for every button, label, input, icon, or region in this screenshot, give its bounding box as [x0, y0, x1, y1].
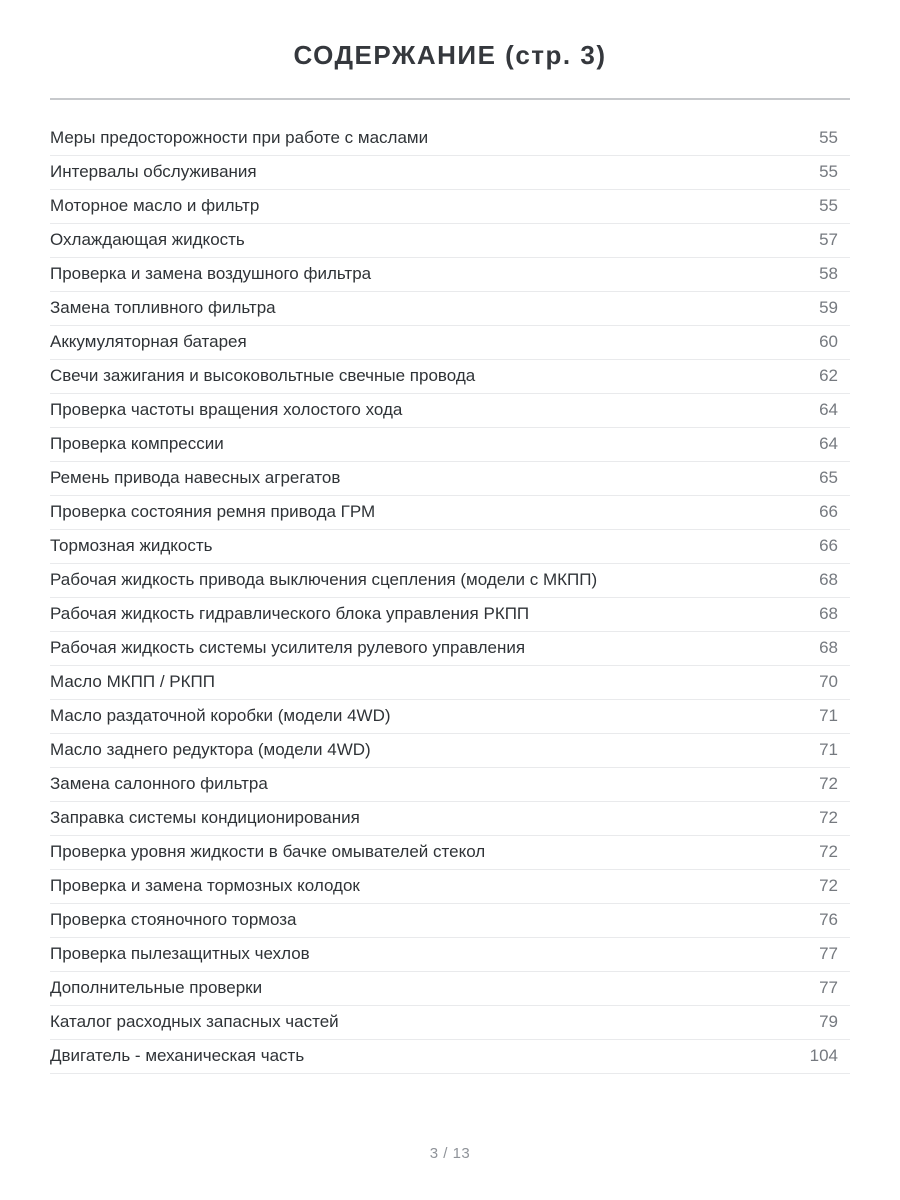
toc-row[interactable]: [50, 292, 850, 326]
toc-entry-label: Замена салонного фильтра: [50, 774, 268, 794]
toc-entry-page: 71: [819, 740, 838, 760]
toc-row[interactable]: [50, 700, 850, 734]
toc-list: [50, 122, 850, 1074]
page-indicator: 3 / 13: [429, 1145, 471, 1162]
toc-entry-label: Аккумуляторная батарея: [50, 332, 247, 352]
toc-row[interactable]: [50, 326, 850, 360]
toc-entry-label: Проверка уровня жидкости в бачке омывателей стекол: [50, 842, 486, 862]
toc-row[interactable]: [50, 632, 850, 666]
toc-entry-label: Ремень привода навесных агрегатов: [50, 468, 341, 488]
toc-entry-label: Двигатель - механическая часть: [50, 1046, 305, 1066]
page-title: СОДЕРЖАНИЕ (стр. 3): [293, 40, 607, 70]
toc-entry-page: 55: [819, 162, 838, 182]
toc-row[interactable]: [50, 564, 850, 598]
toc-entry-label: Моторное масло и фильтр: [50, 196, 260, 216]
toc-entry-label: Меры предосторожности при работе с маслами: [50, 128, 429, 148]
toc-entry-page: 58: [819, 264, 838, 284]
toc-entry-page: 68: [819, 570, 838, 590]
toc-entry-page: 65: [819, 468, 838, 488]
toc-entry-page: 55: [819, 196, 838, 216]
toc-row[interactable]: [50, 122, 850, 156]
toc-entry-page: 79: [819, 1012, 838, 1032]
toc-entry-page: 76: [819, 910, 838, 930]
toc-entry-page: 72: [819, 808, 838, 828]
toc-entry-page: 70: [819, 672, 838, 692]
toc-entry-label: Интервалы обслуживания: [50, 162, 257, 182]
toc-entry-label: Свечи зажигания и высоковольтные свечные провода: [50, 366, 476, 386]
toc-entry-page: 72: [819, 774, 838, 794]
header-divider: [50, 98, 850, 100]
toc-entry-page: 68: [819, 604, 838, 624]
toc-entry-label: Проверка частоты вращения холостого хода: [50, 400, 403, 420]
toc-entry-label: Каталог расходных запасных частей: [50, 1012, 339, 1032]
toc-entry-label: Заправка системы кондиционирования: [50, 808, 360, 828]
toc-entry-label: Проверка стояночного тормоза: [50, 910, 297, 930]
toc-row[interactable]: [50, 870, 850, 904]
toc-entry-label: Проверка пылезащитных чехлов: [50, 944, 310, 964]
toc-entry-page: 64: [819, 434, 838, 454]
toc-entry-label: Рабочая жидкость гидравлического блока управления РКПП: [50, 604, 530, 624]
toc-entry-page: 72: [819, 876, 838, 896]
toc-row[interactable]: [50, 734, 850, 768]
toc-entry-page: 57: [819, 230, 838, 250]
toc-entry-page: 66: [819, 536, 838, 556]
toc-entry-page: 104: [809, 1046, 838, 1066]
toc-row[interactable]: [50, 1040, 850, 1074]
toc-row[interactable]: [50, 190, 850, 224]
toc-entry-label: Проверка и замена тормозных колодок: [50, 876, 360, 896]
toc-entry-page: 66: [819, 502, 838, 522]
toc-row[interactable]: [50, 938, 850, 972]
toc-entry-page: 55: [819, 128, 838, 148]
toc-entry-page: 60: [819, 332, 838, 352]
toc-entry-page: 59: [819, 298, 838, 318]
toc-row[interactable]: [50, 462, 850, 496]
toc-entry-page: 62: [819, 366, 838, 386]
toc-entry-label: Охлаждающая жидкость: [50, 230, 245, 250]
toc-entry-label: Масло МКПП / РКПП: [50, 672, 215, 692]
toc-entry-label: Рабочая жидкость привода выключения сцепления (модели с МКПП): [50, 570, 598, 590]
toc-entry-label: Проверка компрессии: [50, 434, 224, 454]
toc-row[interactable]: [50, 156, 850, 190]
toc-row[interactable]: [50, 1006, 850, 1040]
toc-row[interactable]: [50, 768, 850, 802]
toc-row[interactable]: [50, 360, 850, 394]
toc-row[interactable]: [50, 904, 850, 938]
toc-entry-label: Дополнительные проверки: [50, 978, 263, 998]
toc-entry-label: Проверка состояния ремня привода ГРМ: [50, 502, 376, 522]
toc-entry-page: 77: [819, 944, 838, 964]
toc-row[interactable]: [50, 496, 850, 530]
toc-entry-label: Замена топливного фильтра: [50, 298, 276, 318]
toc-row[interactable]: [50, 802, 850, 836]
toc-entry-page: 64: [819, 400, 838, 420]
toc-entry-label: Рабочая жидкость системы усилителя рулевого управления: [50, 638, 526, 658]
toc-entry-page: 72: [819, 842, 838, 862]
toc-entry-page: 68: [819, 638, 838, 658]
toc-row[interactable]: [50, 428, 850, 462]
toc-entry-label: Тормозная жидкость: [50, 536, 213, 556]
toc-row[interactable]: [50, 258, 850, 292]
toc-row[interactable]: [50, 224, 850, 258]
toc-entry-label: Масло раздаточной коробки (модели 4WD): [50, 706, 391, 726]
toc-row[interactable]: [50, 598, 850, 632]
toc-entry-page: 77: [819, 978, 838, 998]
toc-entry-label: Проверка и замена воздушного фильтра: [50, 264, 372, 284]
toc-row[interactable]: [50, 972, 850, 1006]
toc-row[interactable]: [50, 836, 850, 870]
toc-entry-page: 71: [819, 706, 838, 726]
toc-row[interactable]: [50, 666, 850, 700]
toc-entry-label: Масло заднего редуктора (модели 4WD): [50, 740, 371, 760]
toc-row[interactable]: [50, 394, 850, 428]
toc-row[interactable]: [50, 530, 850, 564]
